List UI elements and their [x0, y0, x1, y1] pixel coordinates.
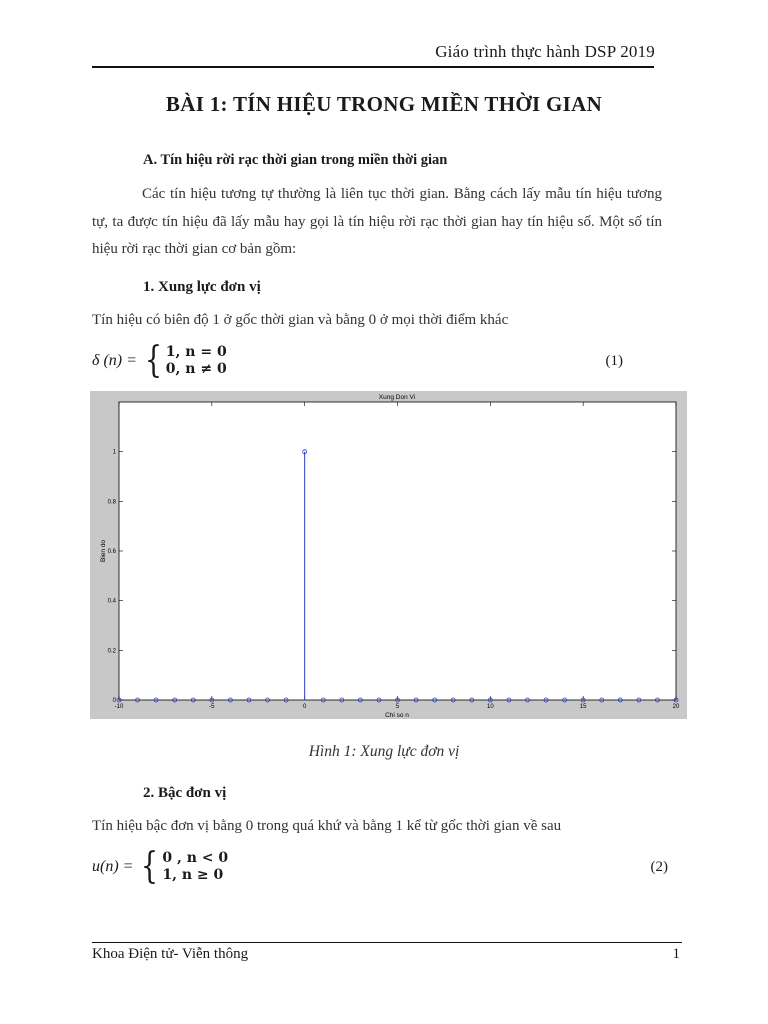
y-tick-label: 0.6	[107, 549, 116, 555]
footer-divider	[92, 942, 682, 943]
equation-1-brace: {	[144, 340, 162, 381]
x-tick-label: 0	[302, 704, 307, 710]
equation-2-case-2: 1, n ≥ 0	[162, 867, 224, 883]
figure-1-caption: Hình 1: Xung lực đơn vị	[308, 743, 460, 760]
unit-impulse-chart	[90, 391, 687, 719]
unit-impulse-figure	[90, 391, 687, 719]
document-header-title: Giáo trình thực hành DSP 2019	[435, 42, 655, 61]
intro-paragraph-text: Các tín hiệu tương tự thường là liên tục thời gian. Bằng cách lấy mẫu tín hiệu tương tự, ta được tín hiệu đã lấy mẫu hay gọi là tín hiệu rời rạc thời gian hay tín hiệu số. Một số tín hiệu rời rạc thời gian cơ bản gồm:	[92, 186, 662, 257]
equation-1-number: (1)	[605, 353, 623, 369]
y-tick-label: 0.4	[107, 598, 116, 605]
section-1-description: Tín hiệu có biên độ 1 ở gốc thời gian và bằng 0 ở mọi thời điểm khác	[92, 312, 509, 328]
section-a-heading: A. Tín hiệu rời rạc thời gian trong miền thời gian	[143, 152, 448, 168]
chart-y-axis-label: Bien do	[100, 539, 107, 563]
y-tick-label: 0	[112, 698, 116, 704]
equation-1-lhs: δ (n) =	[92, 352, 137, 369]
x-tick-label: -10	[114, 704, 124, 710]
section-2-heading: 2. Bậc đơn vị	[143, 785, 227, 801]
x-tick-label: 15	[579, 704, 587, 710]
equation-1-case-1: 1, n = 0	[165, 344, 227, 360]
equation-1-case-2: 0, n ≠ 0	[165, 361, 227, 377]
equation-2	[92, 846, 229, 887]
footer-page-number: 1	[672, 946, 680, 962]
y-tick-label: 1	[112, 449, 116, 456]
header-divider	[92, 66, 654, 68]
equation-2-lhs: u(n) =	[92, 858, 134, 875]
equation-2-number: (2)	[650, 859, 668, 875]
plot-area	[119, 402, 676, 700]
section-2-description: Tín hiệu bậc đơn vị bằng 0 trong quá khứ và bằng 1 kể từ gốc thời gian về sau	[92, 818, 562, 834]
footer-department: Khoa Điện tử- Viễn thông	[92, 946, 249, 962]
chart-title: Xung Don Vi	[378, 394, 416, 401]
equation-1	[92, 340, 227, 381]
y-tick-label: 0.8	[107, 499, 116, 506]
x-tick-label: 10	[486, 704, 494, 710]
equation-2-cases	[162, 850, 228, 884]
intro-paragraph	[92, 181, 662, 264]
y-tick-label: 0.2	[107, 648, 116, 655]
equation-1-cases	[166, 344, 227, 378]
section-1-heading: 1. Xung lực đơn vị	[143, 279, 261, 295]
equation-2-case-1: 0 , n < 0	[162, 850, 229, 866]
lesson-title: BÀI 1: TÍN HIỆU TRONG MIỀN THỜI GIAN	[165, 92, 603, 116]
x-tick-label: 20	[672, 704, 680, 710]
chart-x-axis-label: Chi so n	[385, 712, 409, 719]
equation-2-brace: {	[141, 846, 159, 887]
x-tick-label: -5	[209, 704, 215, 710]
x-tick-label: 5	[395, 704, 400, 710]
